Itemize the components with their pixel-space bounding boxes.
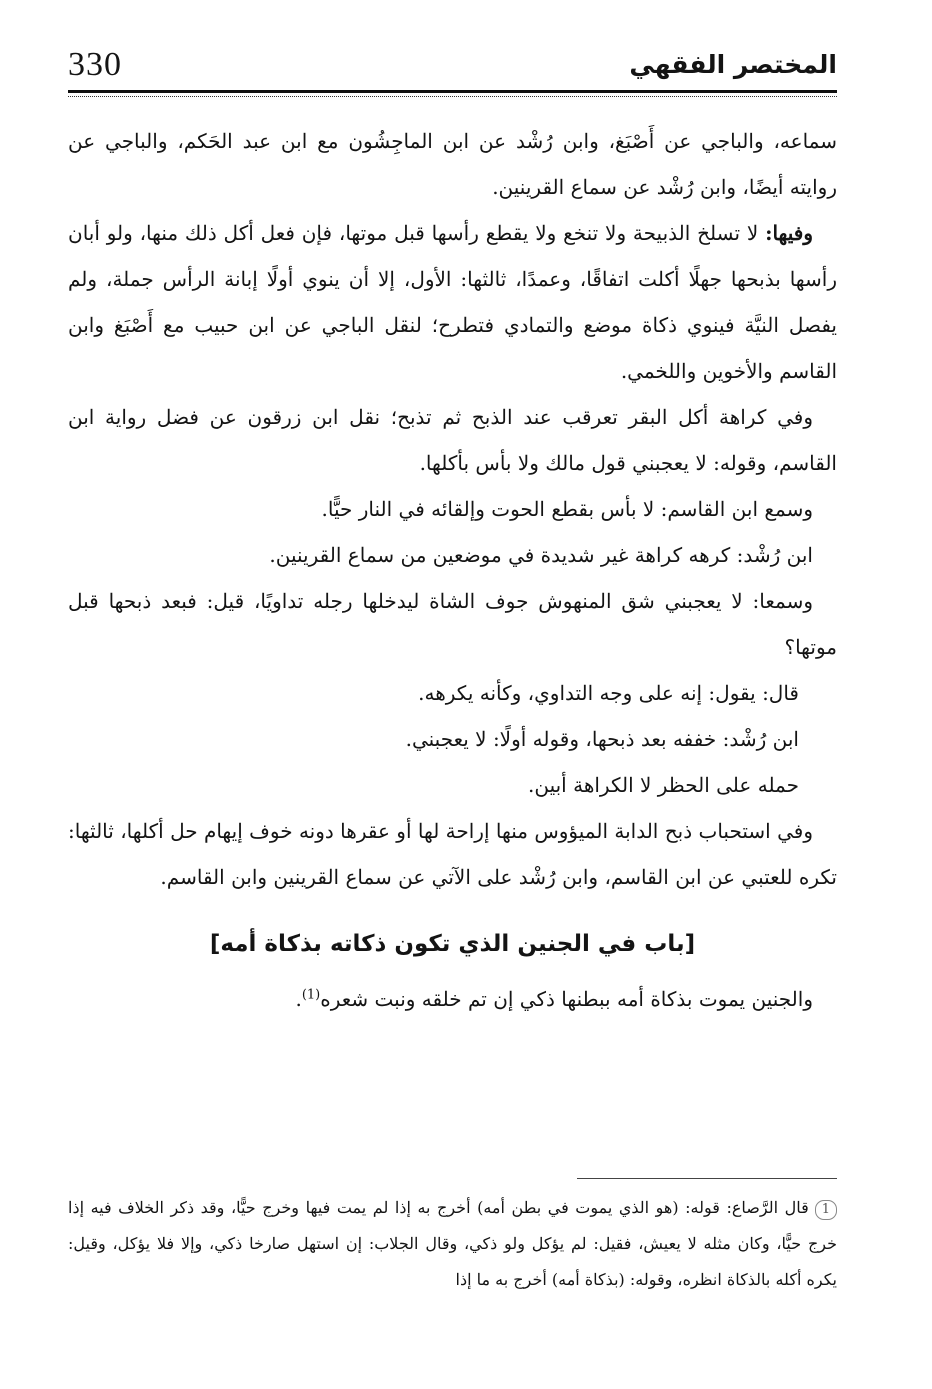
paragraph-text: لا تسلخ الذبيحة ولا تنخع ولا يقطع رأسها قبل موتها، فإن فعل أكل ذلك منها، ولو أبان رأسها بذبحها جهلًا أكلت اتفاقًا، وعمدًا، ثالثها: الأول، إلا أن ينوي أولًا إبانة الرأس جملة، ولم يفصل النيَّة فينوي ذكاة موضع والتمادي فتطرح؛ لنقل الباجي عن ابن حبيب مع أَصْبَغ وابن القاسم والأخوين واللخمي. — [68, 221, 837, 383]
section-title: [باب في الجنين الذي تكون ذكاته بذكاة أمه] — [209, 931, 696, 957]
paragraph: قال: يقول: إنه على وجه التداوي، وكأنه يكرهه. — [418, 681, 799, 705]
footnote-reference: (1) — [301, 987, 321, 1003]
main-text — [68, 118, 837, 1022]
header-rule — [68, 90, 837, 93]
page-number: 330 — [68, 46, 122, 83]
footnote-divider — [577, 1178, 837, 1179]
footnote-text: قال الرَّصاع: قوله: (هو الذي يموت في بطن أمه) أخرج به إذا لم يمت فيها وخرج حيًّا، وقد ذكر الخلاف فيه إذا خرج حيًّا، وكان مثله لا يعيش، فقيل: لم يؤكل ولو ذكي، وقال الجلاب: إن استهل صارخا ذكي، وإلا فلا يؤكل، وقيل: يكره أكله بالذكاة انظره، وقوله: (بذكاة أمه) أخرج به ما إذا — [68, 1198, 837, 1289]
paragraph: وفي كراهة أكل البقر تعرقب عند الذبح ثم تذبح؛ نقل ابن زرقون عن فضل رواية ابن القاسم، وقوله: لا يعجبني قول مالك ولا بأس بأكلها. — [68, 405, 837, 475]
section-text: والجنين يموت بذكاة أمه ببطنها ذكي إن تم خلقه ونبت شعره — [320, 987, 813, 1011]
footnote-marker: 1 — [815, 1200, 837, 1220]
page-header — [68, 40, 837, 90]
paragraph: ابن رُشْد: كرهه كراهة غير شديدة في موضعين من سماع القرينين. — [269, 543, 813, 567]
paragraph: ابن رُشْد: خففه بعد ذبحها، وقوله أولًا: لا يعجبني. — [405, 727, 799, 751]
paragraph: وسمع ابن القاسم: لا بأس بقطع الحوت وإلقائه في النار حيًّا. — [321, 497, 813, 521]
paragraph: سماعه، والباجي عن أَصْبَغ، وابن رُشْد عن ابن الماجِشُون مع ابن عبد الحَكم، والباجي عن روايته أيضًا، وابن رُشْد عن سماع القرينين. — [68, 129, 837, 199]
footnote — [68, 1190, 837, 1298]
paragraph: وفي استحباب ذبح الدابة الميؤوس منها إراحة لها أو عقرها دونه خوف إيهام حل أكلها، ثالثها: تكره للعتبي عن ابن القاسم، وابن رُشْد على الآتي عن سماع القرينين وابن القاسم. — [68, 819, 837, 889]
section-paragraph: والجنين يموت بذكاة أمه ببطنها ذكي إن تم خلقه ونبت شعره$^{(1)}$. — [295, 987, 813, 1011]
header-rule-dotted — [68, 96, 837, 97]
lead-word: وفيها: — [765, 221, 814, 245]
paragraph: حمله على الحظر لا الكراهة أبين. — [528, 773, 799, 797]
running-title: المختصر الفقهي — [629, 50, 837, 79]
paragraph: وسمعا: لا يعجبني شق المنهوش جوف الشاة ليدخلها رجله تداويًا، قيل: فبعد ذبحها قبل موتها؟ — [68, 589, 837, 659]
footnotes — [68, 1190, 837, 1298]
paragraph — [68, 210, 837, 394]
